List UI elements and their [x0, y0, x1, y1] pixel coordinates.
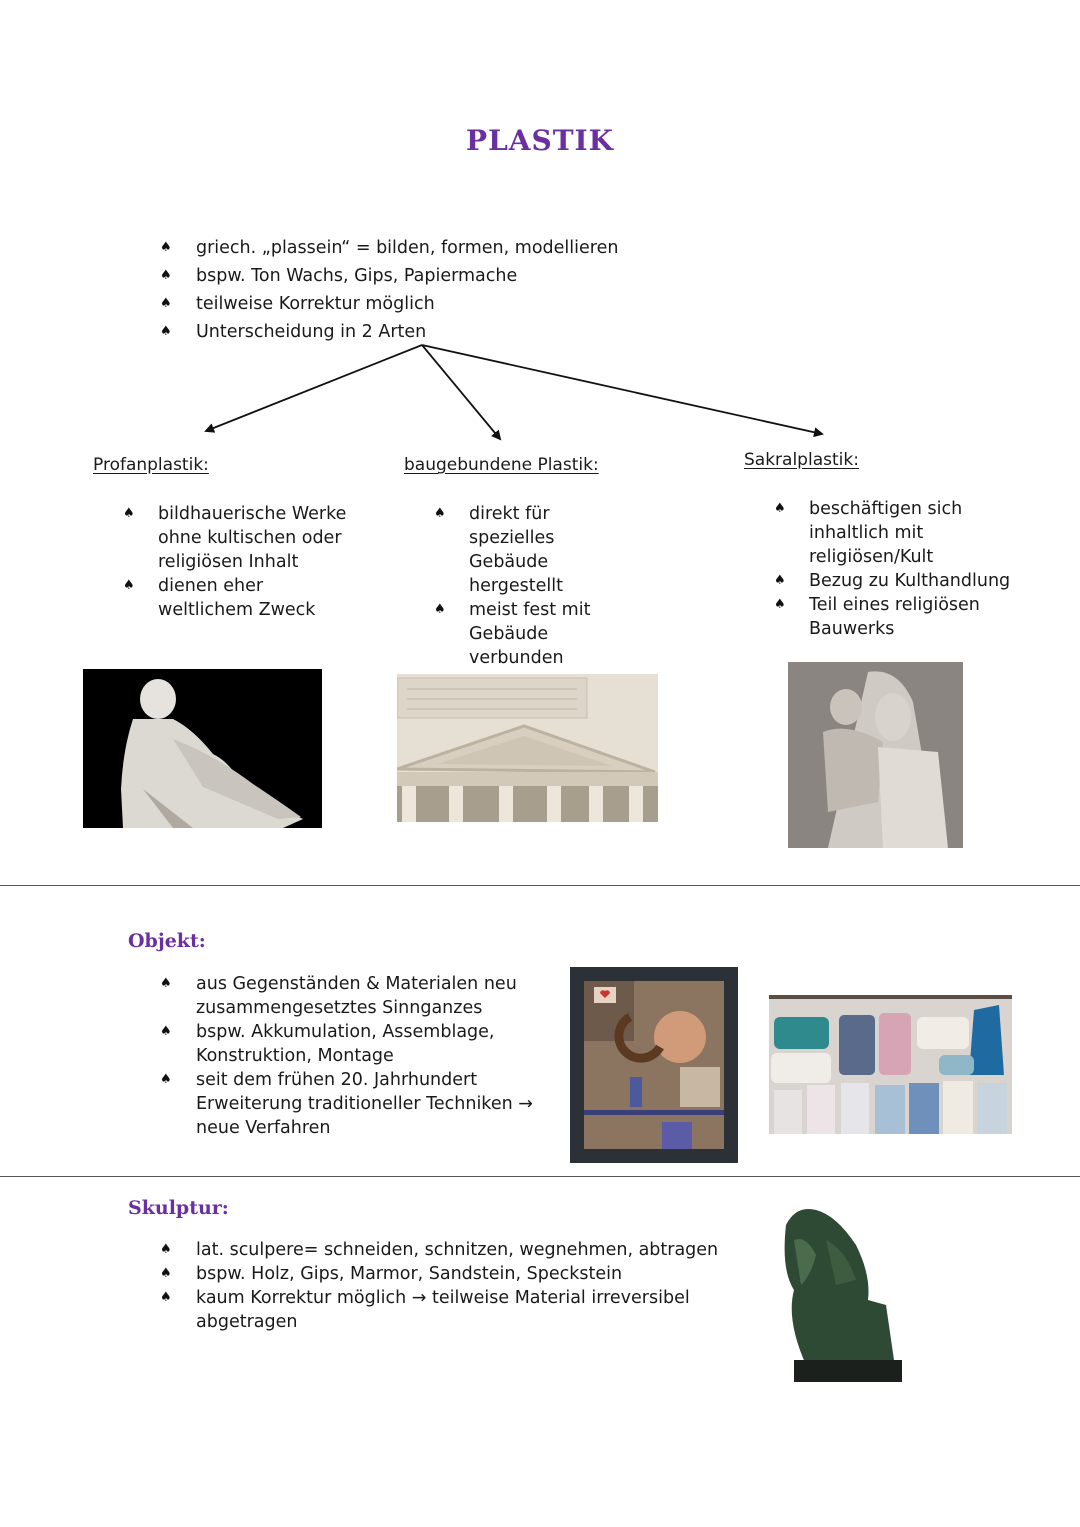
category-heading: Profanplastik:	[93, 455, 209, 475]
category-baugebundene-plastik	[404, 455, 664, 670]
page-title: PLASTIK	[466, 124, 614, 157]
spade-icon: ♠	[434, 506, 446, 521]
category-heading: baugebundene Plastik:	[404, 455, 599, 475]
spade-icon: ♠	[160, 324, 172, 339]
seated-marble-woman-statue-image	[83, 669, 322, 828]
spade-icon: ♠	[160, 1266, 172, 1281]
list-item: ♠ lat. sculpere= schneiden, schnitzen, wegnehmen, abtragen	[160, 1240, 719, 1260]
list-item: ♠ bildhauerische Werke ohne kultischen oder religiösen Inhalt	[123, 504, 347, 572]
skulptur-heading: Skulptur:	[128, 1197, 229, 1219]
objekt-heading: Objekt:	[128, 930, 206, 952]
spade-icon: ♠	[774, 597, 786, 612]
assemblage-collage-box-image	[570, 967, 738, 1163]
list-item: ♠ griech. „plassein“ = bilden, formen, modellieren	[160, 234, 760, 262]
list-item: ♠ teilweise Korrektur möglich	[160, 290, 760, 318]
objekt-list	[160, 972, 540, 1140]
spade-icon: ♠	[160, 1024, 172, 1039]
list-item: ♠ beschäftigen sich inhaltlich mit religiösen/Kult	[774, 499, 963, 567]
madonna-with-child-statue-image	[788, 662, 963, 848]
spade-icon: ♠	[434, 602, 446, 617]
spade-icon: ♠	[160, 268, 172, 283]
temple-pediment-relief-image	[397, 674, 658, 822]
spade-icon: ♠	[160, 296, 172, 311]
list-item: ♠ bspw. Akkumulation, Assemblage, Konstruktion, Montage	[160, 1022, 495, 1066]
list-item: ♠ kaum Korrektur möglich → teilweise Material irreversibel abgetragen	[160, 1288, 690, 1332]
skulptur-list	[160, 1238, 740, 1334]
list-item: ♠ meist fest mit Gebäude verbunden	[434, 600, 591, 668]
list-item: ♠ direkt für spezielles Gebäude hergestellt	[434, 504, 563, 596]
spade-icon: ♠	[160, 1072, 172, 1087]
list-item: ♠ dienen eher weltlichem Zweck	[123, 576, 316, 620]
category-profanplastik	[93, 455, 353, 622]
arrow-profanplastik	[206, 345, 422, 431]
spade-icon: ♠	[774, 501, 786, 516]
list-item: ♠ aus Gegenständen & Materialen neu zusammengesetztes Sinnganzes	[160, 974, 517, 1018]
spade-icon: ♠	[160, 1290, 172, 1305]
category-sakralplastik	[744, 450, 1044, 641]
arrow-sakralplastik	[422, 345, 822, 434]
spade-icon: ♠	[123, 578, 135, 593]
spade-icon: ♠	[160, 976, 172, 991]
spade-icon: ♠	[774, 573, 786, 588]
list-item: ♠ bspw. Holz, Gips, Marmor, Sandstein, Speckstein	[160, 1264, 623, 1284]
spade-icon: ♠	[160, 240, 172, 255]
section-divider	[0, 885, 1080, 886]
list-item: ♠ Bezug zu Kulthandlung	[774, 571, 1011, 591]
spade-icon: ♠	[123, 506, 135, 521]
spade-icon: ♠	[160, 1242, 172, 1257]
list-item: ♠ seit dem frühen 20. Jahrhundert Erweiterung traditioneller Techniken → neue Verfahren	[160, 1070, 533, 1138]
branch-arrows	[0, 0, 1080, 460]
section-divider	[0, 1176, 1080, 1177]
list-item: ♠ bspw. Ton Wachs, Gips, Papiermache	[160, 262, 760, 290]
list-item: ♠ Unterscheidung in 2 Arten	[160, 318, 760, 346]
category-heading: Sakralplastik:	[744, 450, 859, 470]
accumulation-of-jugs-image	[769, 995, 1012, 1134]
the-thinker-bronze-statue-image	[776, 1200, 908, 1386]
list-item: ♠ Teil eines religiösen Bauwerks	[774, 595, 980, 639]
